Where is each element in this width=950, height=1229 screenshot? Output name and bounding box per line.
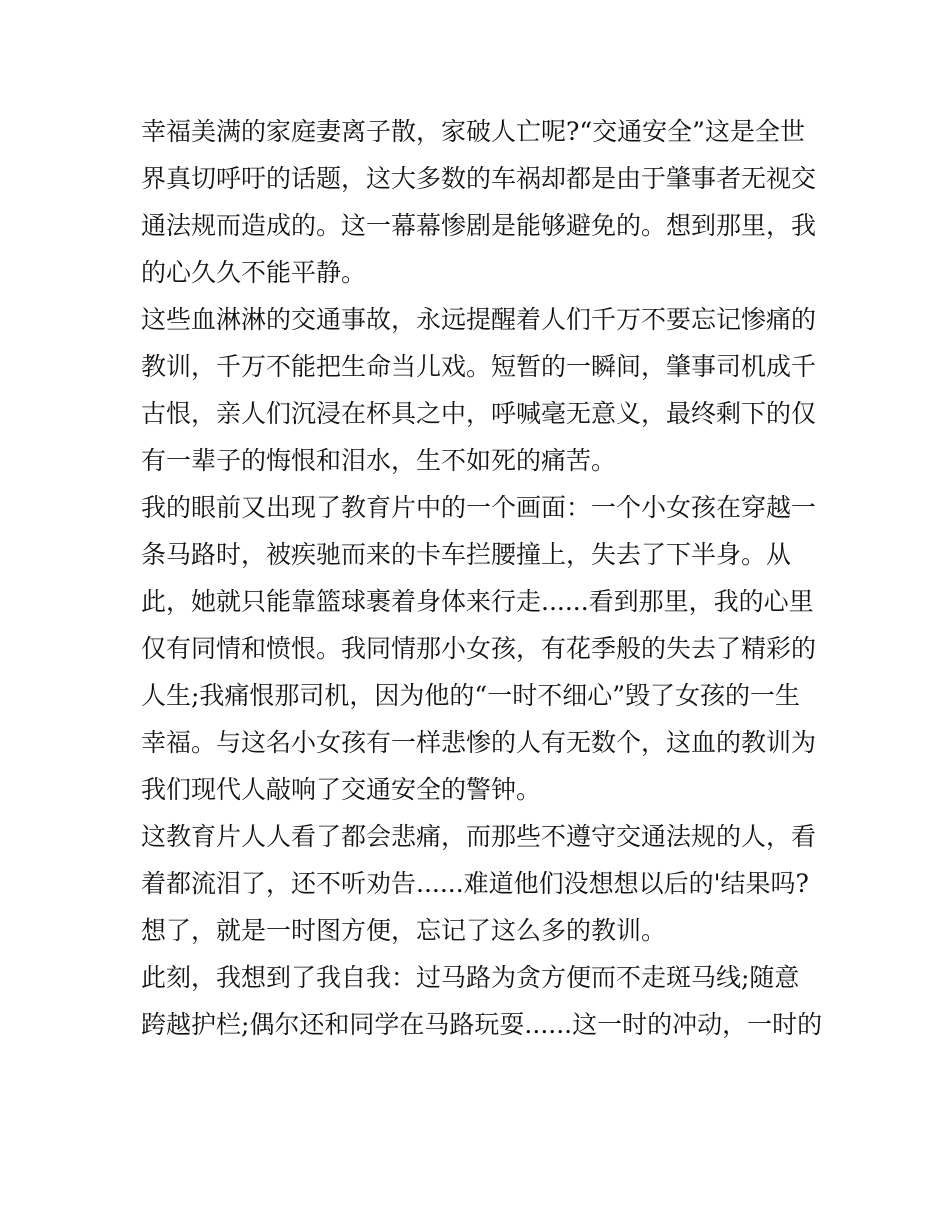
text-line: 跨越护栏;偶尔还和同学在马路玩耍......这一时的冲动，一时的 — [141, 1010, 823, 1039]
text-line: 通法规而造成的。这一幕幕惨剧是能够避免的。想到那里，我 — [141, 211, 817, 240]
text-line: 教训，千万不能把生命当儿戏。短暂的一瞬间，肇事司机成千 — [141, 352, 817, 381]
text-line: 这些血淋淋的交通事故，永远提醒着人们千万不要忘记惨痛的 — [141, 305, 817, 334]
text-line: 幸福。与这名小女孩有一样悲惨的人有无数个，这血的教训为 — [141, 728, 817, 757]
text-line: 此，她就只能靠篮球裹着身体来行走......看到那里，我的心里 — [141, 587, 814, 616]
document-body — [141, 108, 823, 1048]
text-line: 幸福美满的家庭妻离子散，家破人亡呢?“交通安全”这是全世 — [141, 117, 805, 146]
text-line: 这教育片人人看了都会悲痛，而那些不遵守交通法规的人，看 — [141, 822, 817, 851]
text-line: 我们现代人敲响了交通安全的警钟。 — [141, 775, 542, 804]
text-line: 条马路时，被疾驰而来的卡车拦腰撞上，失去了下半身。从 — [141, 540, 792, 569]
text-line: 界真切呼吁的话题，这大多数的车祸却都是由于肇事者无视交 — [141, 164, 817, 193]
text-line: 想了，就是一时图方便，忘记了这么多的教训。 — [141, 916, 667, 945]
text-line: 仅有同情和愤恨。我同情那小女孩，有花季般的失去了精彩的 — [141, 634, 817, 663]
text-line: 人生;我痛恨那司机，因为他的“一时不细心”毁了女孩的一生 — [141, 681, 800, 710]
text-line: 着都流泪了，还不听劝告......难道他们没想想以后的'结果吗? — [141, 869, 809, 898]
text-line: 有一辈子的悔恨和泪水，生不如死的痛苦。 — [141, 446, 617, 475]
text-line: 我的眼前又出现了教育片中的一个画面：一个小女孩在穿越一 — [141, 493, 817, 522]
text-line: 此刻，我想到了我自我：过马路为贪方便而不走斑马线;随意 — [141, 963, 800, 992]
text-line: 的心久久不能平静。 — [141, 258, 367, 287]
text-line: 古恨，亲人们沉浸在杯具之中，呼喊毫无意义，最终剩下的仅 — [141, 399, 817, 428]
